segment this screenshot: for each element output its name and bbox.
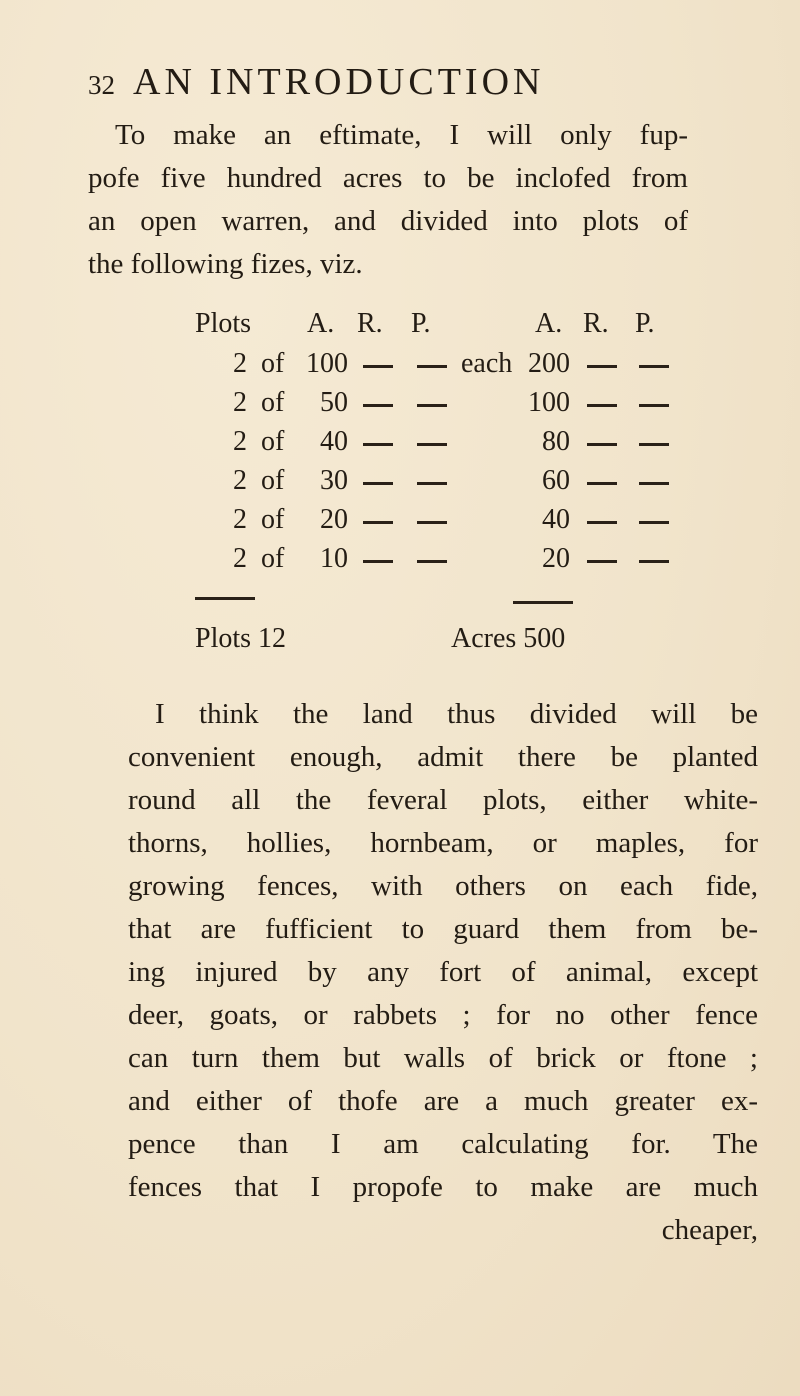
col-header-roods: R. [357,308,383,339]
text-line: round all the feveral plots, either white- [128,784,758,816]
of-label: of [261,387,285,418]
of-label: of [261,348,285,379]
plot-acres: 40 [320,426,348,457]
plot-count: 2 [233,465,247,496]
each-label: each [461,348,513,379]
table-row [195,345,785,383]
perches-dash [417,521,447,524]
roods-dash [363,365,393,368]
total-perches-dash [639,482,669,485]
perches-dash [417,482,447,485]
running-header [88,58,688,106]
plot-count: 2 [233,426,247,457]
body-paragraph [128,693,758,1252]
text-line: that are fufficient to guard them from be- [128,913,758,945]
col-header-total-perches: P. [635,308,655,339]
total-perches-dash [639,560,669,563]
roods-dash [363,521,393,524]
text-line: an open warren, and divided into plots of [88,205,688,237]
text-line: deer, goats, or rabbets ; for no other fence [128,999,758,1031]
col-header-perches: P. [411,308,431,339]
total-roods-dash [587,560,617,563]
perches-dash [417,365,447,368]
total-acres: 200 [528,348,570,379]
text-line: convenient enough, admit there be planted [128,741,758,773]
roods-dash [363,560,393,563]
plot-count: 2 [233,348,247,379]
total-acres: 40 [542,504,570,535]
plot-acres: 20 [320,504,348,535]
total-roods-dash [587,482,617,485]
total-acres: 100 [528,387,570,418]
text-line: To make an eftimate, I will only fup- [115,119,688,151]
roods-dash [363,482,393,485]
total-roods-dash [587,443,617,446]
text-line: the following fizes, viz. [88,248,363,280]
acres-total: Acres 500 [451,623,566,654]
table-row [195,423,785,461]
total-acres: 80 [542,426,570,457]
plots-sum-rule [195,597,255,600]
total-perches-dash [639,521,669,524]
running-title: AN INTRODUCTION [133,61,545,103]
perches-dash [417,560,447,563]
plot-acres: 30 [320,465,348,496]
of-label: of [261,543,285,574]
perches-dash [417,443,447,446]
text-line: ing injured by any fort of animal, except [128,956,758,988]
text-line: fences that I propofe to make are much [128,1171,758,1203]
table-row [195,540,785,578]
intro-paragraph [88,114,688,286]
perches-dash [417,404,447,407]
total-roods-dash [587,365,617,368]
text-line: I think the land thus divided will be [155,698,758,730]
plot-count: 2 [233,504,247,535]
col-header-total-roods: R. [583,308,609,339]
col-header-plots: Plots [195,308,252,339]
plots-total: Plots 12 [195,623,287,654]
table-row [195,384,785,422]
text-line: pence than I am calculating for. The [128,1128,758,1160]
of-label: of [261,426,285,457]
of-label: of [261,465,285,496]
table-row [195,501,785,539]
roods-dash [363,443,393,446]
table-header-row [195,305,785,343]
total-roods-dash [587,404,617,407]
total-perches-dash [639,443,669,446]
text-line: thorns, hollies, hornbeam, or maples, for [128,827,758,859]
text-line: growing fences, with others on each fide, [128,870,758,902]
total-perches-dash [639,404,669,407]
col-header-acres: A. [307,308,335,339]
text-line: and either of thofe are a much greater ex- [128,1085,758,1117]
plot-count: 2 [233,387,247,418]
plot-acres: 100 [306,348,348,379]
total-acres: 60 [542,465,570,496]
col-header-total-acres: A. [535,308,563,339]
roods-dash [363,404,393,407]
plot-acres: 10 [320,543,348,574]
plot-count: 2 [233,543,247,574]
page-number: 32 [88,70,115,100]
acres-sum-rule [513,601,573,604]
total-perches-dash [639,365,669,368]
of-label: of [261,504,285,535]
text-line: can turn them but walls of brick or ftone ; [128,1042,758,1074]
plot-acres: 50 [320,387,348,418]
total-acres: 20 [542,543,570,574]
total-roods-dash [587,521,617,524]
table-row [195,462,785,500]
catchword: cheaper, [661,1214,758,1246]
text-line: pofe five hundred acres to be inclofed from [88,162,688,194]
table-totals-row [195,620,785,658]
